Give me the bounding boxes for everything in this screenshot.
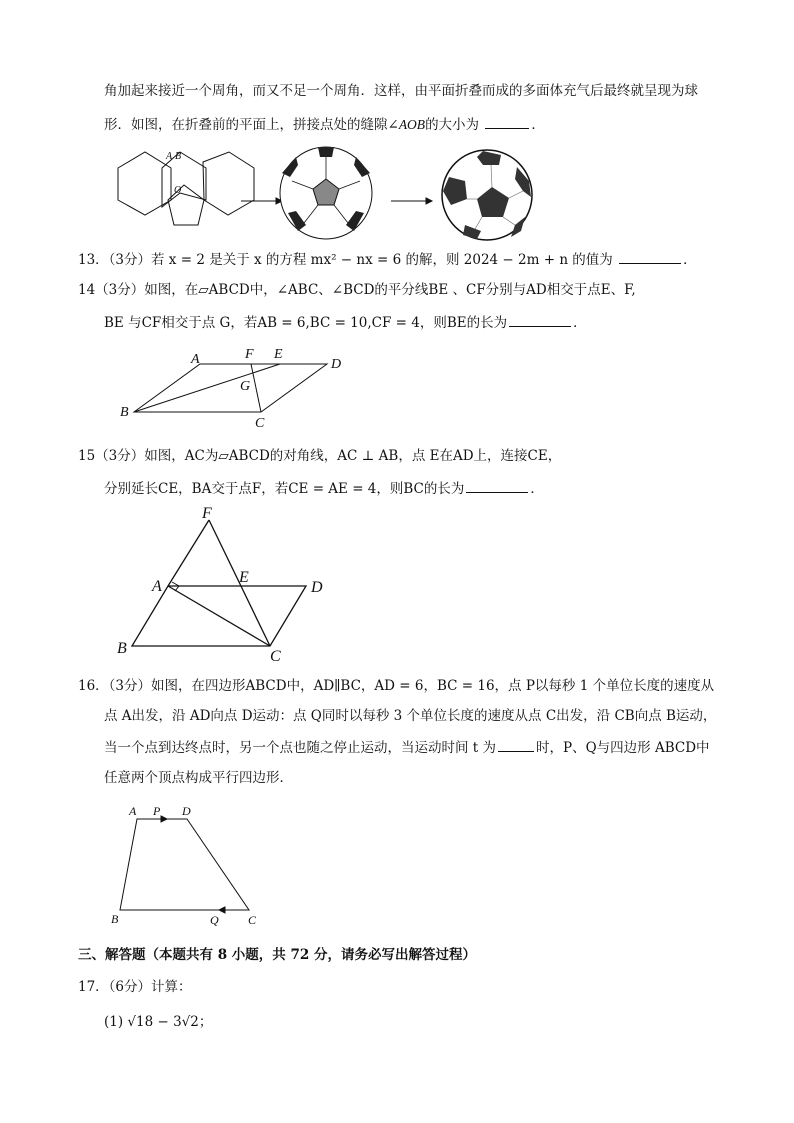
hexagon-right (203, 152, 254, 215)
soccer-ball (442, 150, 532, 240)
q15-answer-blank[interactable] (466, 478, 528, 493)
q12-end: ． (531, 117, 545, 133)
q16-label-c: C (248, 913, 257, 927)
q16-label-q: Q (210, 913, 219, 927)
q13-text: 13．（3分）若 x = 2 是关于 x 的方程 mx² − nx = 6 的解，则 2024 − 2m + n 的值为 (78, 252, 613, 268)
q17-title: 17．（6分）计算： (78, 979, 192, 995)
segment-be (134, 364, 280, 412)
q12-label-b: B (175, 151, 182, 162)
segment-af (168, 520, 209, 586)
q14-label-c: C (255, 416, 265, 431)
arrow-q (219, 907, 239, 913)
q16-line4: 任意两个顶点构成平行四边形． (104, 770, 293, 786)
q14-label-a: A (191, 352, 200, 367)
q15-figure (112, 503, 342, 668)
q16-line2: 点 A出发，沿 AD向点 D运动：点 Q同时以每秒 3 个单位长度的速度从点 C出发，沿 CB向点 B运动， (104, 708, 717, 724)
arrow-2 (391, 198, 432, 204)
q15-end: ． (530, 481, 544, 497)
q12-line2 (104, 114, 545, 135)
q12-label-o: O (174, 185, 182, 196)
q17-item1: (1) √18 − 3√2； (104, 1014, 213, 1030)
q15-line2-text: 分别延长CE，BA交于点F，若CE = AE = 4，则BC的长为 (104, 481, 465, 497)
q14-line2 (104, 312, 587, 333)
q14-label-b: B (120, 405, 129, 420)
q15-label-a: A (152, 578, 162, 595)
q15-label-f: F (202, 505, 212, 522)
q16-line1: 16．（3分）如图，在四边形ABCD中，AD∥BC，AD = 6，BC = 16，点 P以每秒 1 个单位长度的速度从 (78, 678, 715, 694)
q12-line2-pre: 形．如图，在折叠前的平面上，拼接点处的缝隙∠ (104, 117, 399, 133)
q14-line2-text: BE 与CF相交于点 G，若AB = 6,BC = 10,CF = 4，则BE的长为 (104, 315, 508, 331)
q16-figure (105, 800, 265, 930)
q16-label-d: D (182, 804, 191, 818)
q15-label-c: C (270, 648, 281, 665)
q12-line1: 角加起来接近一个周角，而又不足一个周角．这样，由平面折叠而成的多面体充气后最终就呈现为球 (104, 83, 698, 99)
q13-line (78, 249, 697, 270)
folded-polyhedron (280, 147, 372, 239)
q16-line3 (104, 737, 710, 758)
q12-angle: AOB (398, 117, 426, 132)
q15-label-e: E (239, 569, 249, 586)
q14-label-e: E (274, 347, 283, 362)
q15-line1: 15（3分）如图，AC为▱ABCD的对角线，AC ⊥ AB，点 E在AD上，连接CE， (78, 448, 562, 464)
polygon-net (118, 152, 254, 225)
q16-answer-blank[interactable] (498, 737, 534, 752)
arrow-1 (241, 198, 282, 204)
q16-line3-post: 时，P、Q与四边形 ABCD中 (536, 740, 710, 756)
section3-title: 三、解答题（本题共有 8 小题，共 72 分，请务必写出解答过程） (78, 947, 476, 963)
diagonal-ac (168, 586, 270, 646)
q13-answer-blank[interactable] (619, 249, 681, 264)
q15-label-d: D (311, 579, 323, 596)
q16-label-b: B (111, 912, 119, 926)
q14-figure (115, 342, 355, 432)
q16-line3-pre: 当一个点到达终点时，另一个点也随之停止运动，当运动时间 t 为 (104, 740, 497, 756)
q13-end: ． (683, 252, 697, 268)
q14-label-f: F (245, 347, 254, 362)
q12-figure (108, 145, 538, 245)
q15-line2 (104, 478, 544, 499)
q14-end: ． (573, 315, 587, 331)
q12-line2-post: 的大小为 (425, 117, 480, 133)
q12-answer-blank[interactable] (485, 114, 529, 129)
q15-label-b: B (117, 640, 127, 657)
q12-label-a: A (166, 151, 173, 162)
q16-label-p: P (153, 804, 161, 818)
q14-answer-blank[interactable] (509, 312, 571, 327)
q14-line1: 14（3分）如图，在▱ABCD中，∠ABC、∠BCD的平分线BE 、CF分别与AD相交于点E、F, (78, 282, 636, 298)
parallelogram-abcd (134, 364, 327, 412)
q14-label-d: D (331, 357, 342, 372)
q16-label-a: A (129, 804, 137, 818)
q14-label-g: G (240, 379, 251, 394)
trapezoid-abcd (120, 819, 249, 910)
